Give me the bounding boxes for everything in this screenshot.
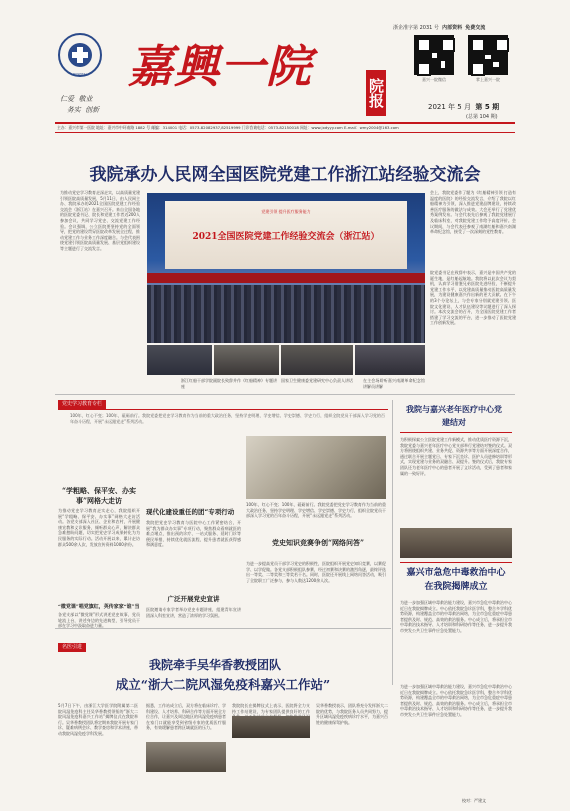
lead-col-3: 院党委书记在致辞中表示，嘉兴是中国共产党的诞生地，是红船起航地。我院将以此次会议为契机，认真学习借鉴兄弟医院先进经验，不断提升党建工作水平，以党建高质量推动医院高质量发展，为建设健康嘉兴作出新的更大贡献。在下午的3个分论坛上，与会专家分别就党建引领、医院文化建设、人才队伍建设等议题进行了深入探讨。本次交流会的召开，为全国医院党建工作者搭建了学习交流的平台，进一步推动了医院党建工作创新发展。 bbox=[430, 270, 516, 326]
hospital-logo bbox=[58, 33, 102, 77]
lead-col-1: 为推动党史学习教育走深走实，以高质量党建引领医院高质量发展，5月11日，由人民网主办、我院承办的2021全国医院党建工作经验交流会（浙江站）在嘉兴召开。来自全国各地的医院党委书记、院长和党建工作者近200人参加会议，共同学习党史、交流党建工作经验。会议强调，公立医院要坚持党的全面领导，把党的建设贯穿医院改革发展全过程，推动党建工作与业务工作深度融合。与会代表围绕党建引领医院高质量发展、基层党组织建设等主题进行了交流发言。 bbox=[60, 190, 140, 251]
right-column-divider bbox=[392, 400, 393, 685]
news2-tag: 名医引进 bbox=[58, 643, 86, 652]
qr-code-left bbox=[414, 35, 454, 75]
history-photo-text: 100年，红心不变；100年，砥砺前行。我院党委把党史学习教育作为当前的重大政治任务，坚持学史明理、学史增信、学史崇德、学史力行，组织全院党员干部深入学习党的百年奋斗历程，开展“永远跟党走”系列活动。 bbox=[246, 502, 386, 519]
news2-top-divider bbox=[55, 628, 391, 629]
history-text-2b: 医院邀请专家学者举办党史专题讲座，组建青年宣讲团深入科室宣讲，营造了浓厚的学习氛围。 bbox=[146, 607, 241, 618]
banner-main-text: 2021全国医院党建工作经验交流会（浙江站） bbox=[192, 232, 380, 242]
lead-photo bbox=[147, 193, 425, 343]
date: 2021 年 5 月 bbox=[428, 103, 471, 111]
news2-headline-2: 成立“浙大二院风湿免疫科嘉兴工作站” bbox=[115, 677, 331, 692]
qr-label-right: 掌上嘉兴一院 bbox=[476, 77, 500, 82]
lead-divider bbox=[55, 394, 515, 395]
lead-photo-small-2 bbox=[214, 345, 279, 375]
history-tag: 党史学习教育专栏 bbox=[58, 400, 106, 409]
lead-caption-2: 国家卫生健康委党建研究中心负责人讲话 bbox=[281, 378, 353, 383]
lead-headline: 我院承办人民网全国医院党建工作浙江站经验交流会 bbox=[89, 165, 481, 185]
right-text-2: 为进一步加强区域中毒救治能力建设，嘉兴市急危中毒救治中心近日在我院揭牌成立。中心依托我院急诊医学科，整合多学科优势资源，构建覆盖全市的中毒救治网络，为全市急危重症中毒患者提供及时、规范、高效的救治服务。中心成立后，将承担全市中毒救治技术指导、人才培训和科研协作等任务，进一步提升我市突发公共卫生事件应急处置能力。 bbox=[400, 600, 512, 633]
lead-caption-3: 在主会场聆听嘉兴南湖革命纪念馆讲解员讲解 bbox=[363, 378, 425, 389]
history-text-3: 为进一步提高党员干部学习党史的积极性，医院组织开展党史知识竞赛，以赛促学、以学促做。各党支部积极组队参赛，经过初赛和决赛的激烈角逐，最终评选出一等奖、二等奖和三等奖若干名。同时，医院还开展线上网络问答活动，吸引了全院职工广泛参与，参与人数达1200余人次。 bbox=[246, 561, 386, 583]
history-text-1b: 各党支部以“微党课”形式讲述党史故事，党员轮流上台，讲述身边的先进典型，引导党员干部在学习中汲取奋进力量。 bbox=[58, 612, 140, 629]
masthead-title: 嘉興一院 bbox=[128, 40, 313, 93]
logo-text: HOSPITAL bbox=[72, 72, 88, 76]
qr-code-right bbox=[468, 35, 508, 75]
right-rule-1 bbox=[400, 432, 512, 433]
right-headline-2: 嘉兴市急危中毒救治中心在我院揭牌成立 bbox=[406, 568, 506, 592]
editor-credit: 校对：严建文 bbox=[462, 798, 486, 803]
motto-3: 务实 bbox=[66, 106, 81, 114]
news2-photo-2 bbox=[232, 716, 310, 738]
history-text-1: 为推动党史学习教育走实走心，我院组织开展“学粗略、保平安、办实事”网格大走访活动。各党支部深入社区、企业和农村，开展健康宣教和义诊服务，倾听群众心声，解决群众急难愁盼问题，切实把党史学习成果转化为为民服务的实际行动。活动开展以来，累计走访群众500余人次，发放宣传资料1000余份。 bbox=[58, 508, 140, 547]
right-photo bbox=[400, 528, 512, 558]
history-headline-2b: 广泛开展党史宣讲 bbox=[167, 595, 220, 603]
lead-photo-small-3 bbox=[281, 345, 353, 375]
right-rule-2 bbox=[400, 562, 512, 563]
lead-photo-small-1 bbox=[147, 345, 212, 375]
motto bbox=[60, 94, 120, 116]
right-text-1: 为积极探索公立医院党建工作新模式，推动优质医疗资源下沉，我院党委与嘉兴老年医疗中心党支部举行党建结对签约仪式。双方将围绕组织共建、业务共促、资源共享等方面开展深度合作，通过联合开展主题党日、专家下沉坐诊、医护人员进修培训等形式，实现党建与业务的双融合、双提升。签约仪式后，我院专家团队还为老年医疗中心的患者开展了义诊活动，受到了患者和家属的一致好评。 bbox=[400, 437, 512, 476]
internal-label: 内部资料 bbox=[442, 25, 463, 31]
history-tag-rule bbox=[58, 409, 388, 410]
news2-headline-1: 我院牵手吴华香教授团队 bbox=[148, 658, 281, 672]
news2-col-2: 据悉，工作站成立后，双方将在临床诊疗、学科建设、人才培养、科研合作等方面开展全方位合作，让嘉兴及周边地区的风湿免疫病患者在家门口就能享受到省级专家的优质医疗服务，有效缓解患者跨区域就医的压力。 bbox=[146, 703, 226, 731]
issue-date bbox=[428, 102, 499, 112]
lead-col-2: 会上，我院党委作了题为《红船精神引领 打造有温度的医院》的经验交流发言，介绍了我院以红船精神为引领，深入推进党建品牌建设，持续改善医疗服务的做法与成效。大会还举行了党建优秀案例发布。与会代表先后参观了我院党建展厅及临床科室，对我院党建工作给予高度评价。会议期间，与会代表还参观了南湖红船和嘉兴南湖革命纪念馆，接受了一次深刻的党性教育。 bbox=[430, 190, 516, 235]
vertical-title-text: 院报 bbox=[367, 78, 385, 108]
news2-col-3: 我院院长在揭牌仪式上表示，医院将全力支持工作站建设，为专家团队提供良好的工作 bbox=[232, 703, 310, 714]
lead-caption-1: 浙江红船干部学院副院长致辞并作《红船精神》专题讲座 bbox=[181, 378, 277, 389]
lead-photo-small-4 bbox=[355, 345, 425, 375]
issue-total: (总第 104 期) bbox=[466, 114, 498, 120]
motto-4: 创新 bbox=[85, 106, 100, 114]
history-headline-1: “学粗略、保平安、办实事”网格大走访 bbox=[61, 486, 137, 505]
history-headline-1b: “微党课”唱党旗红，英传家家“谁”当 bbox=[58, 604, 140, 610]
qr-label-left: 嘉兴一院微信 bbox=[422, 77, 446, 82]
motto-1: 仁爱 bbox=[60, 95, 74, 103]
news2-col-1: 5月7日下午，由浙江大学医学院附属第二医院风湿免疫科主任吴华香教授领衔的“浙大二院风湿免疫科嘉兴工作站”揭牌仪式在我院举行。吴华香教授团队将定期来我院开展专家门诊、疑难病例会诊、教学查房和学术讲座，带动我院风湿免疫学科发展。 bbox=[58, 703, 138, 736]
info-bar: 主办：嘉兴市第一医院 地址：嘉兴市中环南路 1882 号 邮编：314001 电话：0573-82082937,82519999 门诊咨询电话：0573-82150018 网址：www.jxdyyy.com E-mail：wmy2004@163.com bbox=[57, 125, 399, 130]
right-headline-1: 我院与嘉兴老年医疗中心党建结对 bbox=[406, 404, 502, 427]
news2-photo bbox=[146, 742, 226, 772]
motto-2: 敬业 bbox=[78, 95, 93, 103]
history-intro: 100年，红心不变；100年，砥砺前行。我院党委把党史学习教育作为当前的重大政治任务，坚持学史明理、学史增信、学史崇德、学史力行，组织全院党员干部深入学习党的百年奋斗历程，开展“永远跟党走”系列活动。 bbox=[70, 413, 385, 424]
reg-no: 浙企准字第 2031 号 bbox=[393, 25, 439, 31]
issue-meta bbox=[393, 24, 543, 32]
history-text-2: 我院把党史学习教育与医院中心工作紧密结合，开展“我为群众办实事”专项行动，聚焦群众看病就医的难点堵点，推出预约诊疗、一站式服务、延时门诊等便民举措，持续优化就医流程，提升患者就医获得感和满意度。 bbox=[146, 520, 241, 548]
issue-number: 第 5 期 bbox=[475, 103, 500, 111]
news2-col-4: 吴华香教授表示，团队将充分发挥浙大二院的优势，与我院医务人员共同努力，提升区域风湿免疫疾病诊疗水平，为嘉兴百姓的健康保驾护航。 bbox=[316, 703, 388, 725]
right-col-news2-continue: 为进一步加强区域中毒救治能力建设，嘉兴市急危中毒救治中心近日在我院揭牌成立。中心依托我院急诊医学科，整合多学科优势资源，构建覆盖全市的中毒救治网络，为全市急危重症中毒患者提供及时、规范、高效的救治服务。中心成立后，将承担全市中毒救治技术指导、人才培训和科研协作等任务，进一步提升我市突发公共卫生事件应急处置能力。 bbox=[400, 684, 512, 717]
info-rule bbox=[55, 132, 515, 133]
masthead-vertical-title bbox=[366, 70, 386, 116]
banner-top-text: 党建引领 提升医疗服务能力 bbox=[261, 209, 311, 214]
history-headline-2: 现代化建设重任的团“专项行动 bbox=[146, 508, 235, 516]
history-photo bbox=[246, 436, 386, 499]
free-label: 免费交流 bbox=[465, 25, 486, 31]
history-headline-3: 党史知识竞赛争创“网络问答” bbox=[271, 538, 365, 547]
